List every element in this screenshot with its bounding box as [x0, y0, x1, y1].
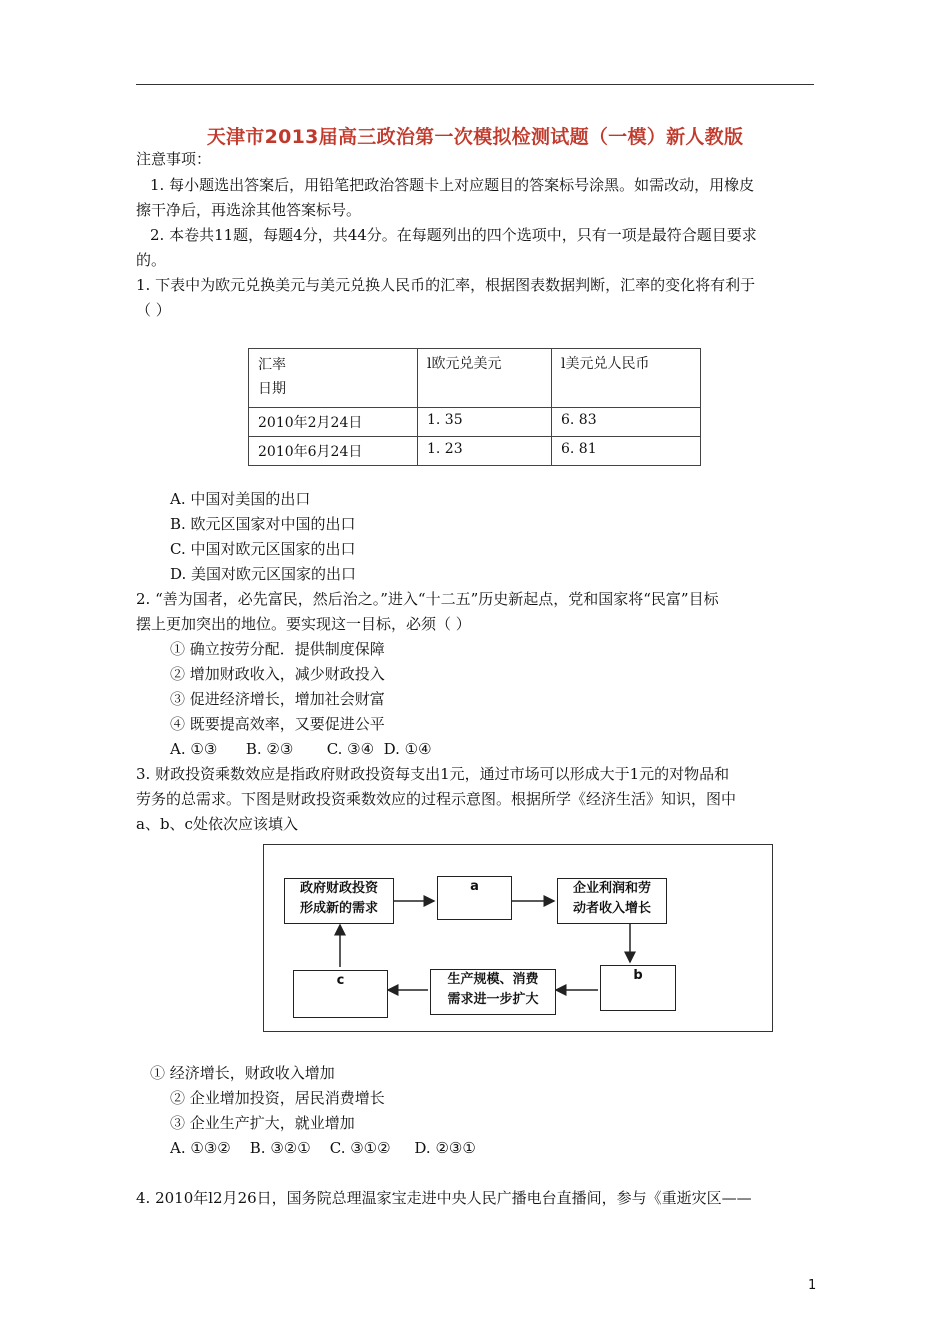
q2-item-4: ④ 既要提高效率，又要促进公平 [170, 715, 385, 733]
notice-item-2-line-1: 2. 本卷共11题，每题4分，共44分。在每题列出的四个选项中，只有一项是最符合题目要求 [150, 226, 757, 244]
box-profit-income-line-1: 企业利润和劳 [572, 881, 651, 896]
header-date-label: 日期 [258, 381, 286, 397]
q1-option-a: A. 中国对美国的出口 [170, 490, 311, 508]
q1-stem-line-2: （ ） [136, 301, 171, 319]
q2-item-2: ② 增加财政收入，减少财政投入 [170, 665, 385, 683]
q2-item-1: ① 确立按劳分配．提供制度保障 [170, 640, 385, 658]
q1-stem-line-1: 1. 下表中为欧元兑换美元与美元兑换人民币的汇率，根据图表数据判断，汇率的变化将有利于 [136, 276, 756, 294]
box-b [600, 965, 676, 1011]
box-profit-income [557, 878, 667, 924]
q2-stem-line-1: 2. “善为国者，必先富民，然后治之。”进入“十二五”历史新起点，党和国家将“民富”目标 [136, 590, 719, 608]
box-production-scale-line-1: 生产规模、消费 [447, 972, 539, 987]
q3-item-1: ① 经济增长，财政收入增加 [150, 1064, 335, 1082]
q1-option-b: B. 欧元区国家对中国的出口 [170, 515, 356, 533]
box-b-label: b [633, 968, 643, 983]
header-eur-usd: l欧元兑美元 [418, 349, 552, 408]
table-header-row [249, 349, 701, 408]
table-row [249, 408, 701, 437]
row-date: 2010年2月24日 [249, 408, 418, 437]
box-government-investment-line-2: 形成新的需求 [299, 901, 378, 916]
box-c [293, 970, 388, 1018]
row-usd-cny: 6. 83 [552, 408, 701, 437]
page-number: 1 [808, 1278, 817, 1293]
q2-stem-line-2: 摆上更加突出的地位。要实现这一目标，必须（ ） [136, 615, 471, 633]
table-row [249, 437, 701, 466]
box-profit-income-line-2: 动者收入增长 [572, 901, 651, 916]
row-eur-usd: 1. 35 [418, 408, 552, 437]
q3-choices: A. ①③② B. ③②① C. ③①② D. ②③① [170, 1139, 476, 1157]
notice-heading: 注意事项： [136, 150, 212, 168]
box-government-investment-line-1: 政府财政投资 [299, 881, 378, 896]
row-eur-usd: 1. 23 [418, 437, 552, 466]
q4-stem-line-1: 4. 2010年l2月26日，国务院总理温家宝走进中央人民广播电台直播间，参与《重逝灾区—— [136, 1189, 752, 1207]
box-c-label: c [336, 973, 345, 988]
q1-option-c: C. 中国对欧元区国家的出口 [170, 540, 356, 558]
q3-stem-line-1: 3. 财政投资乘数效应是指政府财政投资每支出1元，通过市场可以形成大于1元的对物品和 [136, 765, 730, 783]
box-a [437, 876, 512, 920]
notice-item-1-line-1: 1. 每小题选出答案后，用铅笔把政治答题卡上对应题目的答案标号涂黑。如需改动，用橡皮 [150, 176, 755, 194]
box-a-label: a [470, 879, 479, 894]
row-usd-cny: 6. 81 [552, 437, 701, 466]
q1-option-d: D. 美国对欧元区国家的出口 [170, 565, 357, 583]
row-date: 2010年6月24日 [249, 437, 418, 466]
q2-item-3: ③ 促进经济增长，增加社会财富 [170, 690, 385, 708]
q2-choices: A. ①③ B. ②③ C. ③④ D. ①④ [170, 740, 432, 758]
q3-stem-line-2: 劳务的总需求。下图是财政投资乘数效应的过程示意图。根据所学《经济生活》知识，图中 [136, 790, 737, 808]
box-production-scale-line-2: 需求进一步扩大 [447, 992, 539, 1007]
box-production-scale [430, 969, 556, 1015]
multiplier-flow-diagram [263, 844, 773, 1032]
q3-item-2: ② 企业增加投资，居民消费增长 [170, 1089, 385, 1107]
header-rate-label: 汇率 [258, 357, 286, 373]
header-usd-cny: l美元兑人民币 [552, 349, 701, 408]
header-corner-cell [249, 349, 418, 408]
document-title: 天津市2013届高三政治第一次模拟检测试题（一模）新人教版 [206, 126, 744, 148]
header-rule [136, 84, 814, 85]
q3-item-3: ③ 企业生产扩大，就业增加 [170, 1114, 355, 1132]
box-government-investment [284, 878, 394, 924]
notice-item-2-line-2: 的。 [136, 251, 167, 269]
q3-stem-line-3: a、b、c处依次应该填入 [136, 815, 298, 833]
notice-item-1-line-2: 擦干净后，再选涂其他答案标号。 [136, 201, 362, 219]
exchange-rate-table [248, 348, 701, 466]
